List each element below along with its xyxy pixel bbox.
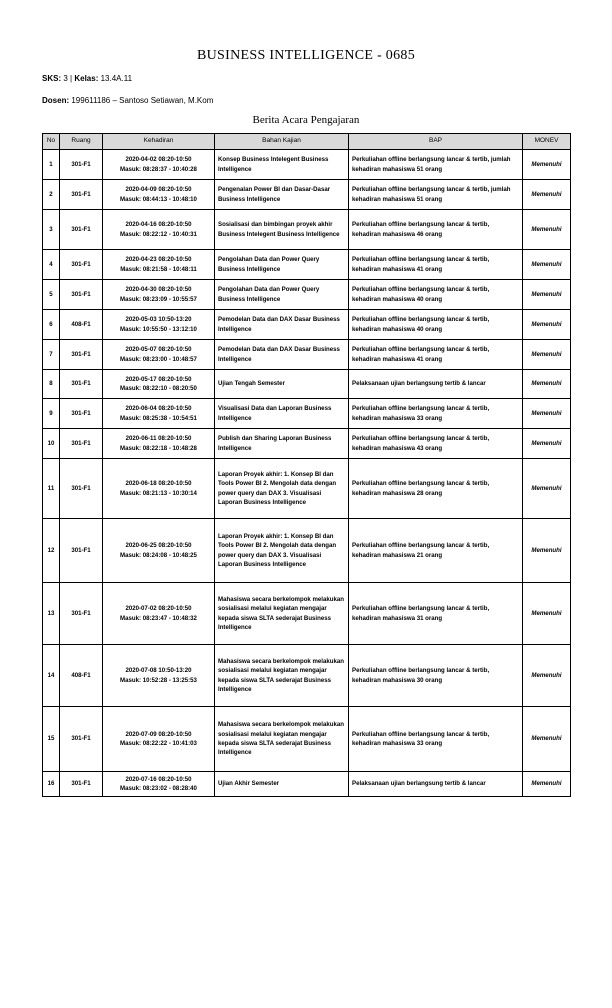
row-topic: Laporan Proyek akhir: 1. Konsep BI dan Tools Power BI 2. Mengolah data dengan power query dan DAX 3. Visualisasi Laporan Business Intelligence	[215, 459, 349, 519]
row-report: Perkuliahan offline berlangsung lancar & tertib, jumlah kehadiran mahasiswa 51 orang	[349, 180, 523, 210]
attendance-checkin: Masuk: 08:22:12 - 10:40:31	[120, 230, 197, 238]
separator: |	[70, 74, 73, 83]
table-row	[43, 250, 571, 280]
row-room: 408-F1	[60, 310, 103, 340]
attendance-checkin: Masuk: 10:52:28 - 13:25:53	[120, 676, 197, 684]
row-monev: Memenuhi	[523, 180, 571, 210]
row-room: 301-F1	[60, 250, 103, 280]
attendance-checkin: Masuk: 08:23:09 - 10:55:57	[120, 295, 197, 303]
header-bap: BAP	[349, 134, 523, 150]
table-row	[43, 280, 571, 310]
row-topic: Pengolahan Data dan Power Query Business Intelligence	[215, 280, 349, 310]
section-subtitle: Berita Acara Pengajaran	[252, 114, 360, 126]
sks-label: SKS:	[42, 74, 62, 83]
kelas-value: 13.4A.11	[100, 74, 133, 83]
row-room: 301-F1	[60, 429, 103, 459]
lecturer-info	[42, 96, 213, 105]
attendance-schedule: 2020-04-02 08:20-10:50	[125, 156, 192, 164]
row-room: 301-F1	[60, 772, 103, 797]
row-topic: Pemodelan Data dan DAX Dasar Business Intelligence	[215, 340, 349, 370]
attendance-checkin: Masuk: 08:21:13 - 10:30:14	[120, 489, 197, 497]
row-number: 12	[43, 519, 60, 583]
table-row	[43, 399, 571, 429]
row-monev: Memenuhi	[523, 772, 571, 797]
attendance-checkin: Masuk: 08:23:02 - 08:28:40	[120, 785, 197, 792]
attendance-checkin: Masuk: 08:22:18 - 10:48:28	[120, 444, 197, 452]
row-number: 10	[43, 429, 60, 459]
table-row	[43, 645, 571, 707]
row-report: Perkuliahan offline berlangsung lancar & tertib, kehadiran mahasiswa 31 orang	[349, 583, 523, 645]
row-topic: Publish dan Sharing Laporan Business Intelligence	[215, 429, 349, 459]
row-room: 301-F1	[60, 280, 103, 310]
row-attendance	[103, 150, 215, 180]
row-number: 4	[43, 250, 60, 280]
document-title: BUSINESS INTELLIGENCE - 0685	[197, 48, 415, 63]
attendance-schedule: 2020-06-25 08:20-10:50	[125, 542, 192, 550]
attendance-checkin: Masuk: 08:21:58 - 10:48:11	[120, 265, 197, 273]
row-attendance	[103, 399, 215, 429]
row-attendance	[103, 370, 215, 399]
attendance-checkin: Masuk: 08:23:47 - 10:48:32	[120, 614, 197, 622]
row-attendance	[103, 459, 215, 519]
table-row	[43, 459, 571, 519]
attendance-schedule: 2020-06-18 08:20-10:50	[125, 480, 192, 488]
attendance-schedule: 2020-07-09 08:20-10:50	[125, 730, 192, 738]
kelas-label: Kelas:	[74, 74, 99, 83]
row-number: 16	[43, 772, 60, 797]
row-topic: Pengenalan Power BI dan Dasar-Dasar Business Intelligence	[215, 180, 349, 210]
table-row	[43, 519, 571, 583]
row-monev: Memenuhi	[523, 707, 571, 772]
row-report: Pelaksanaan ujian berlangsung tertib & lancar	[349, 772, 523, 797]
row-number: 13	[43, 583, 60, 645]
row-attendance	[103, 583, 215, 645]
row-room: 301-F1	[60, 707, 103, 772]
row-number: 14	[43, 645, 60, 707]
table-row	[43, 210, 571, 250]
attendance-schedule: 2020-07-02 08:20-10:50	[125, 605, 192, 613]
row-monev: Memenuhi	[523, 150, 571, 180]
row-topic: Pemodelan Data dan DAX Dasar Business Intelligence	[215, 310, 349, 340]
row-topic: Konsep Business Intelegent Business Intelligence	[215, 150, 349, 180]
row-report: Perkuliahan offline berlangsung lancar & tertib, kehadiran mahasiswa 21 orang	[349, 519, 523, 583]
row-number: 2	[43, 180, 60, 210]
row-number: 6	[43, 310, 60, 340]
row-attendance	[103, 210, 215, 250]
table-header-row	[43, 134, 571, 150]
row-monev: Memenuhi	[523, 583, 571, 645]
row-monev: Memenuhi	[523, 310, 571, 340]
table-row	[43, 310, 571, 340]
row-monev: Memenuhi	[523, 399, 571, 429]
row-attendance	[103, 340, 215, 370]
teaching-report-table	[42, 133, 571, 797]
row-report: Perkuliahan offline berlangsung lancar & tertib, kehadiran mahasiswa 28 orang	[349, 459, 523, 519]
row-report: Perkuliahan offline berlangsung lancar & tertib, kehadiran mahasiswa 41 orang	[349, 340, 523, 370]
table-row	[43, 370, 571, 399]
header-ruang: Ruang	[60, 134, 103, 150]
row-report: Perkuliahan offline berlangsung lancar & tertib, kehadiran mahasiswa 40 orang	[349, 310, 523, 340]
row-number: 1	[43, 150, 60, 180]
row-report: Perkuliahan offline berlangsung lancar & tertib, kehadiran mahasiswa 40 orang	[349, 280, 523, 310]
row-topic: Laporan Proyek akhir: 1. Konsep BI dan Tools Power BI 2. Mengolah data dengan power query dan DAX 3. Visualisasi Laporan Business Intelligence	[215, 519, 349, 583]
row-attendance	[103, 180, 215, 210]
row-attendance	[103, 772, 215, 797]
row-topic: Ujian Akhir Semester	[215, 772, 349, 797]
row-report: Pelaksanaan ujian berlangsung tertib & lancar	[349, 370, 523, 399]
attendance-schedule: 2020-04-23 08:20-10:50	[125, 256, 192, 264]
row-monev: Memenuhi	[523, 340, 571, 370]
row-attendance	[103, 429, 215, 459]
table-row	[43, 340, 571, 370]
attendance-checkin: Masuk: 08:44:13 - 10:48:10	[120, 195, 197, 203]
row-room: 408-F1	[60, 645, 103, 707]
course-info	[42, 74, 132, 83]
row-topic: Visualisasi Data dan Laporan Business Intelligence	[215, 399, 349, 429]
row-number: 11	[43, 459, 60, 519]
table-body	[43, 150, 571, 797]
row-report: Perkuliahan offline berlangsung lancar & tertib, kehadiran mahasiswa 30 orang	[349, 645, 523, 707]
attendance-checkin: Masuk: 08:25:38 - 10:54:51	[120, 414, 197, 422]
row-topic: Pengolahan Data dan Power Query Business Intelligence	[215, 250, 349, 280]
attendance-checkin: Masuk: 08:28:37 - 10:40:28	[120, 165, 197, 173]
row-number: 8	[43, 370, 60, 399]
row-attendance	[103, 707, 215, 772]
header-monev: MONEV	[523, 134, 571, 150]
header-no: No	[43, 134, 60, 150]
row-monev: Memenuhi	[523, 280, 571, 310]
header-bahan-kajian: Bahan Kajian	[215, 134, 349, 150]
row-monev: Memenuhi	[523, 645, 571, 707]
table-row	[43, 180, 571, 210]
attendance-schedule: 2020-04-09 08:20-10:50	[125, 186, 192, 194]
row-topic: Mahasiswa secara berkelompok melakukan sosialisasi melalui kegiatan mengajar kepada siswa SLTA sederajat Business Intelligence	[215, 583, 349, 645]
table-row	[43, 429, 571, 459]
row-report: Perkuliahan offline berlangsung lancar & tertib, kehadiran mahasiswa 41 orang	[349, 250, 523, 280]
dosen-label: Dosen:	[42, 96, 70, 105]
row-room: 301-F1	[60, 340, 103, 370]
row-monev: Memenuhi	[523, 250, 571, 280]
attendance-schedule: 2020-04-16 08:20-10:50	[125, 221, 192, 229]
row-attendance	[103, 310, 215, 340]
row-monev: Memenuhi	[523, 519, 571, 583]
attendance-checkin: Masuk: 08:22:22 - 10:41:03	[120, 740, 197, 747]
table-row	[43, 583, 571, 645]
row-attendance	[103, 250, 215, 280]
attendance-schedule: 2020-05-03 10:50-13:20	[125, 316, 192, 324]
row-topic: Mahasiswa secara berkelompok melakukan sosialisasi melalui kegiatan mengajar kepada siswa SLTA sederajat Business Intelligence	[215, 645, 349, 707]
row-number: 3	[43, 210, 60, 250]
row-report: Perkuliahan offline berlangsung lancar & tertib, kehadiran mahasiswa 46 orang	[349, 210, 523, 250]
row-number: 15	[43, 707, 60, 772]
row-room: 301-F1	[60, 370, 103, 399]
row-report: Perkuliahan offline berlangsung lancar & tertib, kehadiran mahasiswa 43 orang	[349, 429, 523, 459]
attendance-checkin: Masuk: 08:22:10 - 08:20:50	[120, 385, 197, 392]
row-number: 5	[43, 280, 60, 310]
attendance-checkin: Masuk: 10:55:50 - 13:12:10	[120, 325, 197, 333]
attendance-schedule: 2020-06-11 08:20-10:50	[125, 435, 192, 443]
row-topic: Mahasiswa secara berkelompok melakukan sosialisasi melalui kegiatan mengajar kepada siswa SLTA sederajat Business Intelligence	[215, 707, 349, 772]
attendance-checkin: Masuk: 08:23:00 - 10:48:57	[120, 355, 197, 363]
table-row	[43, 707, 571, 772]
row-monev: Memenuhi	[523, 459, 571, 519]
row-attendance	[103, 280, 215, 310]
table-row	[43, 150, 571, 180]
row-room: 301-F1	[60, 150, 103, 180]
row-room: 301-F1	[60, 459, 103, 519]
row-number: 7	[43, 340, 60, 370]
header-kehadiran: Kehadiran	[103, 134, 215, 150]
row-topic: Sosialisasi dan bimbingan proyek akhir Business Intelegent Business Intelligence	[215, 210, 349, 250]
row-topic: Ujian Tengah Semester	[215, 370, 349, 399]
row-room: 301-F1	[60, 519, 103, 583]
row-report: Perkuliahan offline berlangsung lancar & tertib, kehadiran mahasiswa 33 orang	[349, 707, 523, 772]
row-room: 301-F1	[60, 210, 103, 250]
row-monev: Memenuhi	[523, 210, 571, 250]
attendance-schedule: 2020-04-30 08:20-10:50	[125, 286, 192, 294]
row-attendance	[103, 645, 215, 707]
row-report: Perkuliahan offline berlangsung lancar & tertib, kehadiran mahasiswa 33 orang	[349, 399, 523, 429]
row-attendance	[103, 519, 215, 583]
row-monev: Memenuhi	[523, 370, 571, 399]
row-number: 9	[43, 399, 60, 429]
dosen-value: 199611186 – Santoso Setiawan, M.Kom	[71, 96, 214, 105]
table-row	[43, 772, 571, 797]
row-room: 301-F1	[60, 399, 103, 429]
row-room: 301-F1	[60, 583, 103, 645]
row-report: Perkuliahan offline berlangsung lancar & tertib, jumlah kehadiran mahasiswa 51 orang	[349, 150, 523, 180]
attendance-schedule: 2020-07-16 08:20-10:50	[125, 775, 192, 783]
row-room: 301-F1	[60, 180, 103, 210]
attendance-checkin: Masuk: 08:24:08 - 10:48:25	[120, 551, 197, 559]
attendance-schedule: 2020-06-04 08:20-10:50	[125, 405, 192, 413]
row-monev: Memenuhi	[523, 429, 571, 459]
attendance-schedule: 2020-05-07 08:20-10:50	[125, 346, 192, 354]
attendance-schedule: 2020-07-08 10:50-13:20	[125, 667, 192, 675]
sks-value: 3	[63, 74, 68, 83]
attendance-schedule: 2020-05-17 08:20-10:50	[125, 375, 192, 383]
